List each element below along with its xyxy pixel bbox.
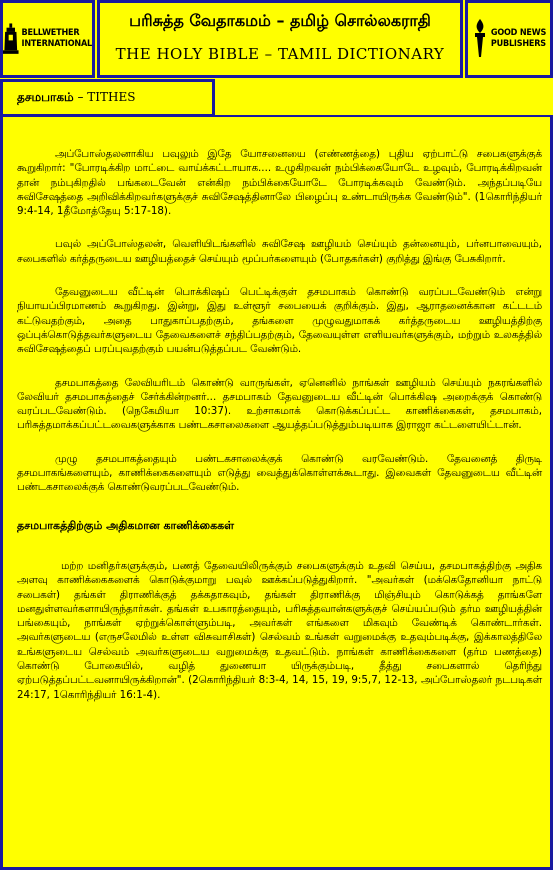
bell-tower-icon [3, 17, 19, 61]
good-news-logo-text: GOOD NEWS PUBLISHERS [490, 28, 547, 49]
article-body [17, 147, 542, 721]
subheading: தசமபாகத்திற்கும் அதிகமான காணிக்கைகள் [17, 518, 235, 532]
bellwether-logo-box [0, 0, 95, 78]
section-title: தசமபாகம் – TITHES [17, 90, 136, 104]
paragraph: அப்போஸ்தலனாகிய பவுலும் இதே யோசனையை (எண்ணத்தை) புதிய ஏற்பாட்டு சபைகளுக்குக் கூறுகிறார்: "போரடிக்கிற மாட்டை வாய்க்கட்டாயாக.... உழுகிறவன் நம்பிக்கையோடே உழவும், போரடிக்கிறவன் தான் நம்புகிறதில் பங்கடைவேன் என்கிற நம்பிக்கையோடே போரடிக்கவும் வேண்டும். அந்தப்படியே சுவிசேஷத்தை அறிவிக்கிறவர்களுக்குச் சுவிசேஷத்தினாலே பிழைப்பு உண்டாயிருக்க வேண்டும்". (1கொரிந்தியர் 9:4-14, 1தீமோத்தேயு 5:17-18). [17, 148, 542, 218]
paragraph: பவுல் அப்போஸ்தலன், வெளியிடங்களில் சுவிசேஷ ஊழியம் செய்யும் தன்னையும், பர்னபாவையும், சபைகளில் கர்த்தருடைய ஊழியத்தைச் செய்யும் மூப்பர்களையும் (போதகர்கள்) குறித்து இங்கு பேசுகிறார். [17, 238, 542, 265]
good-news-logo [468, 3, 550, 75]
paragraph: தசமபாகத்தை லேவியரிடம் கொண்டு வாருங்கள், ஏனெனில் நாங்கள் ஊழியம் செய்யும் நகரங்களில் லேவியர் தசமபாகத்தைச் சேர்க்கின்றனர்... தசமபாகம் தேவனுடைய வீட்டின் பொக்கிஷ அறைக்குக் கொண்டு வரப்படவேண்டும். (நெகேமியா 10:37). உற்சாகமாக் கொடுக்கப்பட்ட காணிக்கைகள், தசமபாகம், பரிசுத்தமாக்கப்பட்டவைகளுக்காக பண்டகசாலைகளை ஆயத்தப்படுத்தும்படியாக இராஜா கட்டளையிட்டான். [17, 376, 542, 432]
section-header [0, 79, 215, 117]
page-title-tamil: பரிசுத்த வேதாகமம் – தமிழ் சொல்லகராதி [129, 11, 431, 30]
torch-icon [472, 19, 488, 59]
bellwether-logo-text: BELLWETHER INTERNATIONAL [21, 28, 92, 49]
good-news-logo-box [465, 0, 553, 78]
bellwether-logo [3, 3, 92, 75]
content-panel [0, 117, 553, 870]
paragraph: மற்ற மனிதர்களுக்கும், பணத் தேவையிலிருக்கும் சபைகளுக்கும் உதவி செய்ய, தசமபாகத்திற்கு அதிக அளவு காணிக்கைகளைக் கொடுக்குமாறு பவுல் ஊக்கப்படுத்துகிறார். "அவர்கள் (மக்கெதோனியா நாட்டு சபைகள்) தங்கள் திராணிக்குத் தக்கதாகவும், தங்கள் திராணிக்கு மிஞ்சியும் கொடுக்கத் தாங்களே மனதுள்ளவர்களாயிருந்தார்கள். தங்கள் உபகாரத்தையும், பரிசுத்தவான்களுக்குச் செய்யப்படும் தர்ம ஊழியத்தின் பங்கையும், நாங்கள் ஏற்றுக்கொள்ளும்படி, அவர்கள் எங்களை மிகவும் வேண்டிக் கொண்டார்கள். அவர்களுடைய (எருசலேமில் உள்ள விசுவாசிகள்) செல்வம் உங்கள் வறுமைக்கு உதவும்படிக்கு, இக்காலத்திலே உங்களுடைய செல்வம் அவர்களுடைய வறுமைக்கு உதவட்டும். நாங்கள் காணிக்கைகளை (தர்ம பணத்தை) கொண்டு போகையில், வழித் துணையா யிருக்கும்படி, தீத்து சபைகளால் தெரிந்து ஏற்படுத்தப்பட்டவனாயிருக்கிறான்". (2கொரிந்தியர் 8:3-4, 14, 15, 19, 9:5,7, 12-13, அப்போஸ்தலர் நடபடிகள் 24:17, 1கொரிந்தியர் 16:1-4). [17, 559, 542, 701]
paragraph: முழு தசமபாகத்தையும் பண்டகசாலைக்குக் கொண்டு வரவேண்டும். தேவனைத் திருடி தசமபாகங்களையும், காணிக்கைகளையும் எடுத்து வைத்துக்கொள்ளக்கூடாது. இவைகள் தேவனுடைய வீட்டின் பண்டகசாலைக்குக் கொண்டுவரப்படவேண்டும். [17, 452, 542, 494]
title-banner [97, 0, 463, 78]
page-title-english: THE HOLY BIBLE – TAMIL DICTIONARY [115, 45, 445, 63]
paragraph: தேவனுடைய வீட்டின் பொக்கிஷப் பெட்டிக்குள் தசமபாகம் கொண்டு வரப்படவேண்டும் என்று நியாயப்பிரமாணம் கூறுகிறது. இன்று, இது உள்ளூர் சபையைக் குறிக்கும். இது, ஆராதனைக்கான கட்டடம் கட்டுவதற்கும், அதை பாதுகாப்பதற்கும், தங்களை முழுவதுமாகக் கர்த்தருடைய ஊழியத்திற்கு ஒப்புக்கொடுத்தவர்களுடைய தேவைகளைச் சந்திப்பதற்கும், தேவையுள்ள எளியவர்களுக்கும், மற்றும் உலகத்தில் சுவிசேஷத்தைப் பரப்புவதற்கும் பயன்படுத்தப்பட வேண்டும். [17, 286, 542, 356]
